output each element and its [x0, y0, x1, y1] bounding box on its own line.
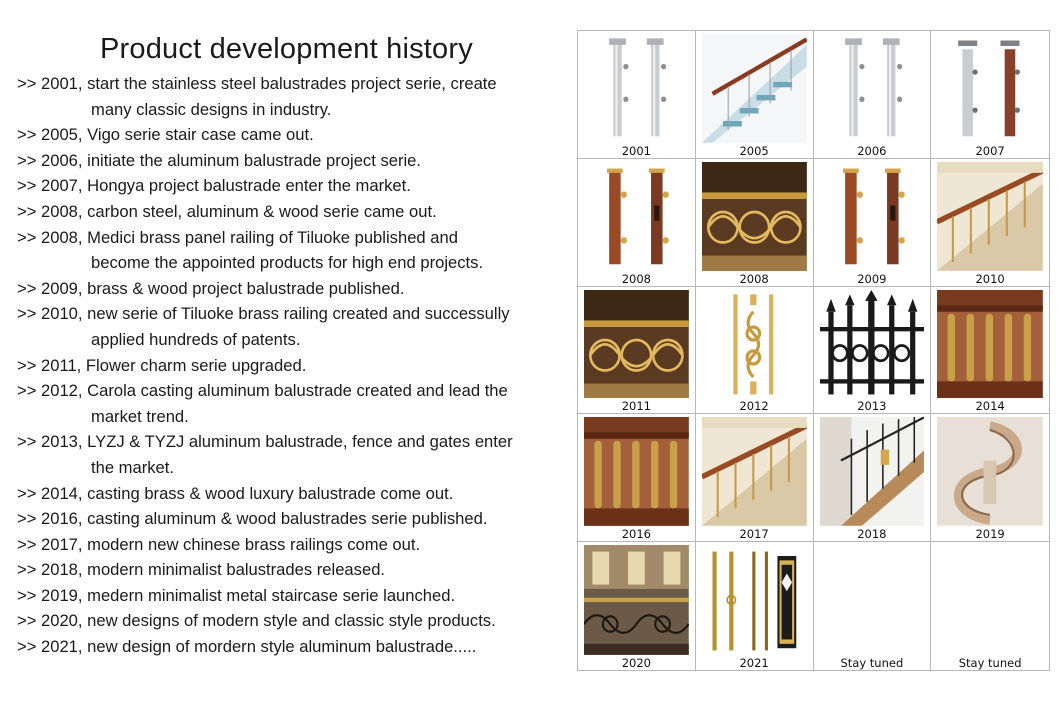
gallery-caption: Stay tuned: [840, 656, 904, 670]
gallery-caption: 2005: [739, 143, 769, 158]
history-item-continuation: market trend.: [91, 406, 189, 426]
gallery-caption: 2007: [975, 143, 1005, 158]
gallery-caption: 2014: [975, 399, 1005, 414]
product-photo: [702, 290, 807, 399]
history-list: [17, 71, 513, 660]
gallery-cell: [931, 542, 1049, 670]
gallery-caption: 2013: [857, 399, 887, 414]
gallery-caption: 2016: [621, 527, 652, 542]
gallery-caption: 2010: [975, 271, 1005, 286]
page-title: Product development history: [100, 33, 473, 65]
gallery-cell: [931, 159, 1049, 287]
gallery-cell: [814, 287, 932, 415]
product-photo: [937, 417, 1043, 526]
gallery-caption: 2020: [621, 656, 652, 670]
product-photo: [584, 34, 689, 143]
history-item: >> 2007, Hongya project balustrade enter the market.: [17, 176, 411, 196]
product-photo: [584, 290, 689, 399]
product-photo: [820, 162, 925, 271]
history-item: >> 2020, new designs of modern style and classic style products.: [17, 611, 496, 631]
history-item: >> 2011, Flower charm serie upgraded.: [17, 355, 307, 375]
history-item: >> 2010, new serie of Tiluoke brass railing created and successully: [17, 304, 510, 324]
product-photo: [702, 162, 807, 271]
gallery-cell: [931, 414, 1049, 542]
history-item: >> 2019, medern minimalist metal staircase serie launched.: [17, 585, 456, 605]
history-item: >> 2008, Medici brass panel railing of Tiluoke published and: [17, 227, 458, 247]
product-photo: [820, 290, 925, 399]
history-item: >> 2017, modern new chinese brass railings come out.: [17, 534, 421, 554]
history-item: >> 2001, start the stainless steel balustrades project serie, create: [17, 74, 497, 93]
gallery-cell: [696, 542, 814, 670]
product-photo: [937, 290, 1043, 399]
gallery-caption: 2009: [857, 271, 887, 286]
history-item: >> 2013, LYZJ & TYZJ aluminum balustrade, fence and gates enter: [17, 432, 513, 452]
gallery-caption: 2008: [739, 271, 769, 286]
history-item: >> 2006, initiate the aluminum balustrade project serie.: [17, 150, 422, 170]
gallery-caption: 2001: [621, 143, 652, 158]
gallery-caption: 2019: [975, 527, 1005, 542]
gallery-cell: [696, 159, 814, 287]
gallery-caption: 2012: [739, 399, 769, 414]
gallery-cell: [931, 31, 1049, 159]
gallery-caption: Stay tuned: [958, 656, 1022, 670]
gallery-cell: [578, 31, 696, 159]
product-gallery: [577, 30, 1050, 671]
product-photo: [820, 34, 925, 143]
history-item: >> 2018, modern minimalist balustrades released.: [17, 560, 386, 580]
gallery-cell: [814, 31, 932, 159]
product-photo: [584, 417, 689, 526]
gallery-cell: [578, 414, 696, 542]
history-item: >> 2016, casting aluminum & wood balustrades serie published.: [17, 509, 488, 529]
product-photo: [584, 545, 689, 655]
gallery-cell: [696, 287, 814, 415]
history-item-continuation: the market.: [91, 457, 175, 477]
gallery-cell: [814, 159, 932, 287]
gallery-caption: 2021: [739, 656, 769, 670]
product-photo: [937, 34, 1043, 143]
gallery-cell: [578, 287, 696, 415]
gallery-cell: [696, 414, 814, 542]
product-photo: [937, 162, 1043, 271]
gallery-cell: [696, 31, 814, 159]
gallery-caption: 2011: [621, 399, 652, 414]
history-item: >> 2008, carbon steel, aluminum & wood serie came out.: [17, 201, 437, 221]
gallery-caption: 2008: [621, 271, 652, 286]
history-item: >> 2014, casting brass & wood luxury balustrade come out.: [17, 483, 454, 503]
history-item: >> 2005, Vigo serie stair case came out.: [17, 125, 314, 145]
gallery-caption: 2006: [857, 143, 887, 158]
product-photo: [702, 545, 807, 655]
history-item-continuation: become the appointed products for high end projects.: [91, 253, 484, 273]
product-photo: [702, 34, 807, 143]
gallery-cell: [931, 287, 1049, 415]
gallery-caption: 2017: [739, 527, 769, 542]
history-item-continuation: many classic designs in industry.: [91, 99, 332, 119]
history-item: >> 2009, brass & wood project balustrade published.: [17, 278, 405, 298]
product-photo: [584, 162, 689, 271]
history-item-continuation: applied hundreds of patents.: [91, 329, 301, 349]
product-photo: [702, 417, 807, 526]
product-photo: [820, 417, 925, 526]
history-item: >> 2012, Carola casting aluminum balustrade created and lead the: [17, 381, 508, 401]
gallery-cell: [578, 542, 696, 670]
gallery-cell: [814, 542, 932, 670]
gallery-caption: 2018: [857, 527, 887, 542]
history-item: >> 2021, new design of mordern style aluminum balustrade.....: [17, 637, 477, 657]
gallery-cell: [578, 159, 696, 287]
gallery-cell: [814, 414, 932, 542]
